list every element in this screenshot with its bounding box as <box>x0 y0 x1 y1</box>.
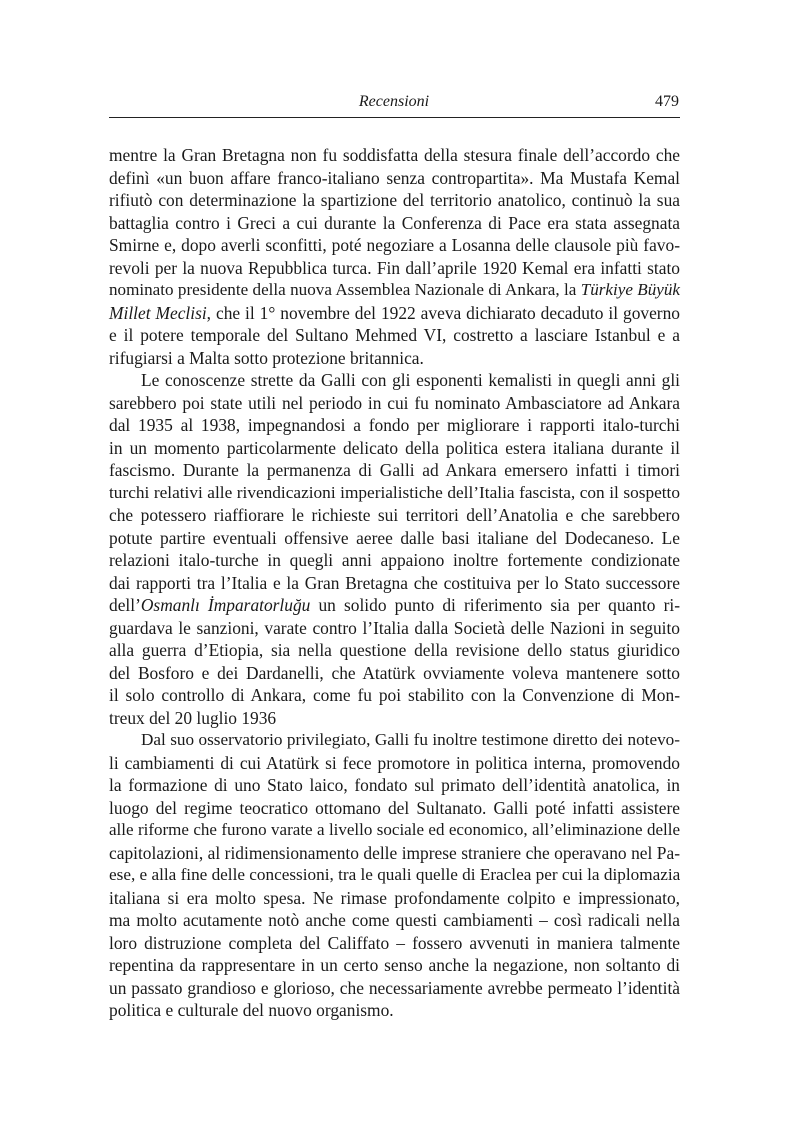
text-line: dal 1935 al 1938, impegnandosi a fondo per migliorare i rapporti italo-turchi <box>109 415 680 435</box>
text-line: sarebbero poi state utili nel periodo in cui fu nominato Ambasciatore ad Ankara <box>109 392 680 413</box>
text-line: guardava le sanzioni, varate contro l’Italia dalla Società delle Nazioni in seguito <box>109 617 680 638</box>
paragraph-3 <box>109 729 680 1022</box>
text-line: treux del 20 luglio 1936 <box>109 707 277 728</box>
italic-term: Türkiye Büyük <box>580 280 680 299</box>
running-title: Recensioni <box>358 93 430 110</box>
text-line: del Bosforo e dei Dardanelli, che Atatürk ovviamente voleva mantenere sotto <box>109 662 680 683</box>
paragraph-2 <box>109 369 680 729</box>
text-segment: dell’ <box>109 595 141 615</box>
text-line: un passato grandioso e glorioso, che necessariamente avrebbe permeato l’identità <box>109 977 680 998</box>
italic-term: Millet Meclisi <box>109 302 207 323</box>
text-line: fascismo. Durante la permanenza di Galli ad Ankara emersero infatti i timori <box>109 460 680 480</box>
text-line: dai rapporti tra l’Italia e la Gran Bretagna che costituiva per lo Stato successore <box>109 572 680 593</box>
text-line: italiana si era molto spesa. Ne rimase profondamente colpito e impressionato, <box>109 887 680 908</box>
body-text <box>109 144 680 1022</box>
text-line: potute partire eventuali offensive aeree dalle basi italiane del Dodecaneso. Le <box>109 527 680 548</box>
text-line <box>109 279 680 302</box>
running-head <box>109 92 679 114</box>
text-line: rifugiarsi a Malta sotto protezione britannica. <box>109 347 424 368</box>
text-line: relazioni italo-turche in quegli anni appaiono inoltre fortemente condizionate <box>109 550 680 570</box>
text-segment: nominato presidente della nuova Assemblea Nazionale di Ankara, la <box>109 280 581 299</box>
header-rule <box>109 117 680 118</box>
page-number: 479 <box>655 93 679 110</box>
text-line: repentina da rappresentare in un certo senso anche la negazione, non soltanto di <box>109 955 680 975</box>
text-line: capitolazioni, al ridimensionamento delle imprese straniere che operavano nel Pa- <box>109 842 680 863</box>
text-line: battaglia contro i Greci a cui durante la Conferenza di Pace era stata assegnata <box>109 212 680 233</box>
text-line: e il potere temporale del Sultano Mehmed VI, costretto a lasciare Istanbul e a <box>109 325 680 345</box>
text-line: che potessero riaffiorare le richieste sui territori dell’Anatolia e che sarebbero <box>109 505 680 525</box>
text-line: rifiutò con determinazione la spartizione del territorio anatolico, continuò la sua <box>109 190 680 210</box>
text-line: in un momento particolarmente delicato della politica estera italiana durante il <box>109 437 680 458</box>
text-line: ese, e alla fine delle concessioni, tra le quali quelle di Eraclea per cui la diplomazia <box>109 865 681 884</box>
text-line: revoli per la nuova Repubblica turca. Fin dall’aprile 1920 Kemal era infatti stato <box>109 257 680 278</box>
text-line: definì «un buon affare franco-italiano senza contropartita». Ma Mustafa Kemal <box>109 167 680 188</box>
text-line: il solo controllo di Ankara, come fu poi stabilito con la Convenzione di Mon- <box>109 685 680 705</box>
text-line: Dal suo osservatorio privilegiato, Galli fu inoltre testimone diretto dei notevo- <box>141 730 680 749</box>
text-line: li cambiamenti di cui Atatürk si fece promotore in politica interna, promovendo <box>109 752 680 773</box>
text-line: alla guerra d’Etiopia, sia nella questione della revisione dello status giuridico <box>109 640 680 660</box>
text-line: turchi relativi alle rivendicazioni imperialistiche dell’Italia fascista, con il sospetto <box>109 482 680 502</box>
italic-term: Osmanlı İmparatorluğu <box>140 595 311 615</box>
text-line: luogo del regime teocratico ottomano del Sultanato. Galli poté infatti assistere <box>109 797 680 818</box>
text-segment: un solido punto di riferimento sia per quanto ri- <box>310 595 680 615</box>
text-line: Smirne e, dopo averli sconfitti, poté negoziare a Losanna delle clausole più favo- <box>109 235 680 255</box>
text-line: mentre la Gran Bretagna non fu soddisfatta della stesura finale dell’accordo che <box>109 145 680 165</box>
text-line <box>109 594 680 617</box>
text-line: loro distruzione completa del Califfato – fossero avvenuti in maniera talmente <box>109 932 680 953</box>
text-line <box>109 302 680 325</box>
text-line: politica e culturale del nuovo organismo. <box>109 1000 394 1020</box>
text-line: Le conoscenze strette da Galli con gli esponenti kemalisti in quegli anni gli <box>141 370 680 390</box>
text-segment: , che il 1° novembre del 1922 aveva dichiarato decaduto il governo <box>206 302 680 323</box>
text-line: ma molto acutamente notò anche come questi cambiamenti – così radicali nella <box>109 910 680 930</box>
text-line: alle riforme che furono varate a livello sociale ed economico, all’eliminazione delle <box>109 820 680 839</box>
text-line: la formazione di uno Stato laico, fondato sul primato dell’identità anatolica, in <box>109 775 680 795</box>
paragraph-1 <box>109 144 680 369</box>
